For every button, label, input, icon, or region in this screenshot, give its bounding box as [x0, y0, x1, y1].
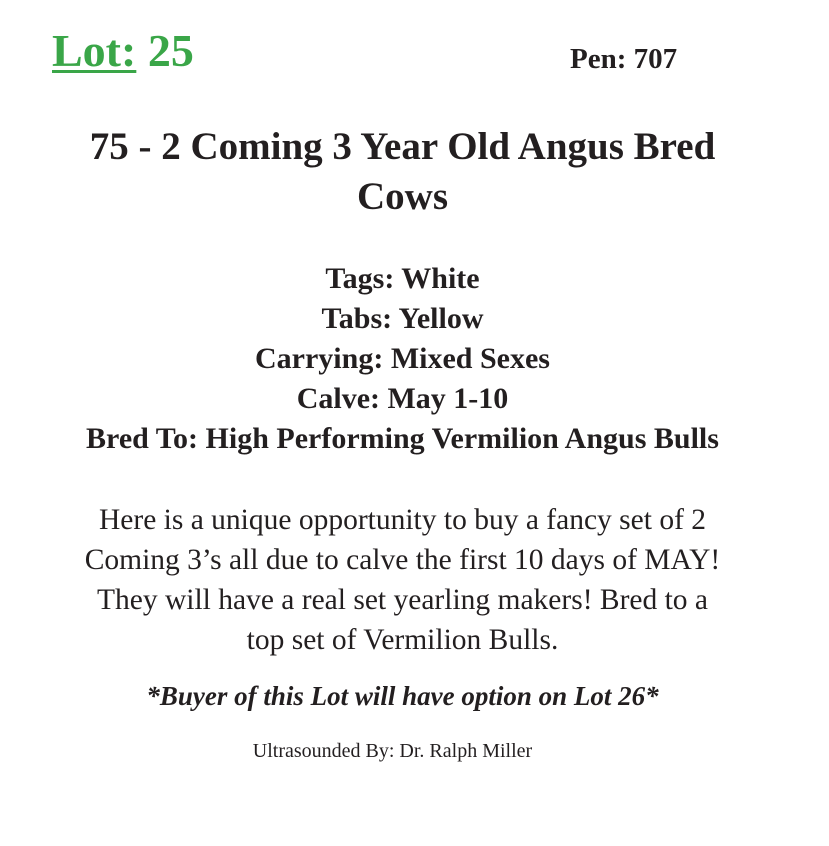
lot-details: [20, 259, 785, 459]
lot-title: [40, 122, 765, 222]
detail-tabs: Tabs: Yellow: [321, 302, 484, 335]
detail-tags: Tags: White: [325, 262, 480, 295]
description-line: top set of Vermilion Bulls.: [246, 624, 559, 656]
lot-number-heading: [52, 26, 194, 77]
pen-number: Pen: 707: [570, 43, 678, 75]
detail-calve: Calve: May 1-10: [296, 382, 509, 415]
lot-label: Lot:: [52, 25, 137, 76]
lot-title-line: Cows: [356, 175, 448, 218]
ultrasounded-by: Ultrasounded By: Dr. Ralph Miller: [252, 740, 533, 762]
buyer-option-note: *Buyer of this Lot will have option on Lot 26*: [146, 681, 659, 711]
description-line: Coming 3’s all due to calve the first 10 days of MAY!: [84, 544, 721, 576]
description-line: Here is a unique opportunity to buy a fancy set of 2: [98, 504, 707, 536]
lot-title-line: 75 - 2 Coming 3 Year Old Angus Bred: [89, 125, 716, 168]
lot-number: 25: [147, 25, 194, 76]
lot-description: [40, 500, 765, 660]
detail-bred-to: Bred To: High Performing Vermilion Angus Bulls: [86, 422, 719, 455]
detail-carrying: Carrying: Mixed Sexes: [255, 342, 550, 375]
description-line: They will have a real set yearling makers! Bred to a: [96, 584, 709, 616]
